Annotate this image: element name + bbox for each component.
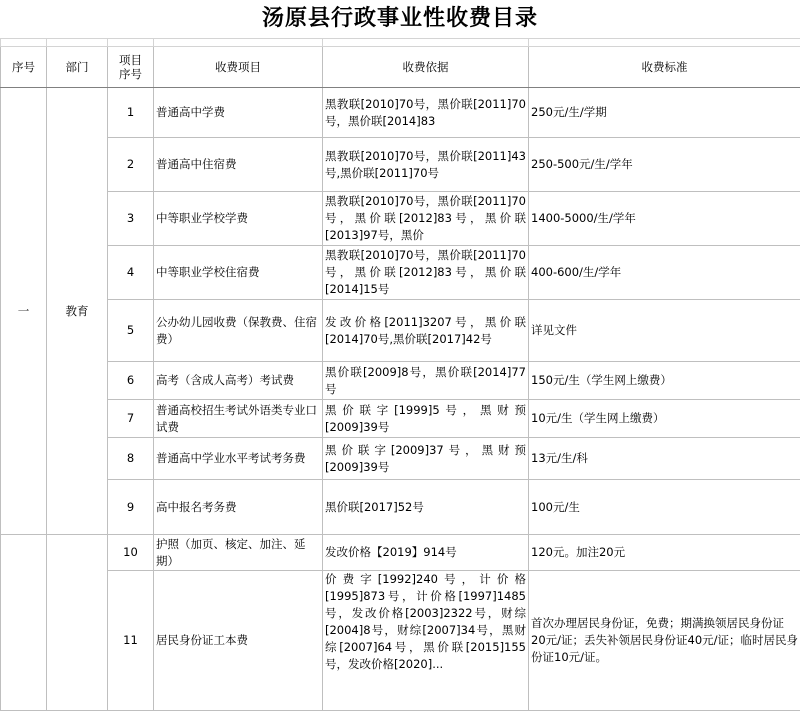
row-standard: 13元/生/科 — [529, 438, 800, 480]
table-row — [1, 192, 800, 246]
row-basis — [323, 138, 529, 192]
row-standard: 100元/生 — [529, 480, 800, 535]
table-row — [1, 535, 800, 571]
row-standard: 首次办理居民身份证，免费；期满换领居民身份证20元/证；丢失补领居民身份证40元/证；临时居民身份证10元/证。 — [529, 571, 800, 711]
row-basis-text: 黑教联[2010]70号，黑价联[2011]70号，黑价联[2012]83号，黑价联[2014]15号 — [325, 248, 526, 296]
table-row — [1, 438, 800, 480]
row-no: 10 — [108, 535, 154, 571]
row-no: 1 — [108, 88, 154, 138]
table-row — [1, 88, 800, 138]
header-basis: 收费依据 — [323, 47, 529, 88]
row-basis — [323, 535, 529, 571]
row-basis-text: 发改价格【2019】914号 — [325, 545, 457, 559]
row-basis — [323, 88, 529, 138]
row-item: 高考（含成人高考）考试费 — [154, 362, 323, 400]
row-basis-text: 发改价格[2011]3207号，黑价联[2014]70号,黑价联[2017]42号 — [325, 314, 526, 346]
row-standard: 1400-5000/生/学年 — [529, 192, 800, 246]
row-item: 中等职业学校住宿费 — [154, 246, 323, 300]
row-standard: 400-600/生/学年 — [529, 246, 800, 300]
row-basis-text: 黑价联[2017]52号 — [325, 499, 424, 514]
header-item-seq-line2: 序号 — [119, 67, 142, 81]
row-basis-text: 黑价联字[1999]5号，黑财预[2009]39号 — [325, 402, 526, 434]
row-no: 9 — [108, 480, 154, 535]
row-basis-text: 黑价联[2009]8号，黑价联[2014]77号 — [325, 364, 526, 396]
table-row — [1, 480, 800, 535]
table-row — [1, 138, 800, 192]
row-no: 5 — [108, 300, 154, 362]
row-item: 普通高校招生考试外语类专业口试费 — [154, 400, 323, 438]
spacer-row — [1, 39, 800, 47]
header-row — [1, 47, 800, 88]
row-item: 公办幼儿园收费（保教费、住宿费） — [154, 300, 323, 362]
row-no: 7 — [108, 400, 154, 438]
row-standard: 150元/生（学生网上缴费） — [529, 362, 800, 400]
header-dept: 部门 — [47, 47, 108, 88]
row-no: 2 — [108, 138, 154, 192]
table-row — [1, 300, 800, 362]
table-row — [1, 362, 800, 400]
row-standard: 10元/生（学生网上缴费） — [529, 400, 800, 438]
header-item: 收费项目 — [154, 47, 323, 88]
group2-dept — [47, 535, 108, 711]
row-basis-text: 黑教联[2010]70号，黑价联[2011]70号，黑价联[2012]83号，黑价联[2013]97号，黑价 — [325, 194, 526, 242]
row-item: 高中报名考务费 — [154, 480, 323, 535]
row-item: 居民身份证工本费 — [154, 571, 323, 711]
page-title: 汤原县行政事业性收费目录 — [261, 5, 538, 31]
row-basis — [323, 300, 529, 362]
row-standard: 详见文件 — [529, 300, 800, 362]
header-item-seq-line1: 项目 — [119, 53, 142, 67]
group2-seq — [1, 535, 47, 711]
row-standard: 120元。加注20元 — [529, 535, 800, 571]
row-no: 3 — [108, 192, 154, 246]
row-no: 4 — [108, 246, 154, 300]
row-basis-text: 黑教联[2010]70号，黑价联[2011]43号,黑价联[2011]70号 — [325, 148, 526, 180]
row-basis-text: 黑价联字[2009]37号，黑财预[2009]39号 — [325, 442, 526, 474]
row-item: 普通高中学费 — [154, 88, 323, 138]
group-dept: 教育 — [47, 88, 108, 535]
row-item: 护照（加页、核定、加注、延期） — [154, 535, 323, 571]
header-seq: 序号 — [1, 47, 47, 88]
row-basis-text: 价费字[1992]240号，计价格[1995]873号，计价格[1997]1485号，发改价格[2003]2322号，财综[2004]8号，财综[2007]34号，黑财综[2007]64号，黑价联[2015]155号，发改价格[2020]... — [325, 572, 526, 671]
row-basis — [323, 246, 529, 300]
row-basis — [323, 438, 529, 480]
row-basis — [323, 400, 529, 438]
row-basis-text: 黑教联[2010]70号，黑价联[2011]70号，黑价联[2014]83 — [325, 96, 526, 128]
row-no: 11 — [108, 571, 154, 711]
row-basis — [323, 192, 529, 246]
row-item: 普通高中住宿费 — [154, 138, 323, 192]
table-row — [1, 400, 800, 438]
row-no: 6 — [108, 362, 154, 400]
table-row — [1, 571, 800, 711]
row-no: 8 — [108, 438, 154, 480]
header-standard: 收费标准 — [529, 47, 800, 88]
fee-table — [0, 38, 800, 711]
row-standard: 250-500元/生/学年 — [529, 138, 800, 192]
row-basis — [323, 571, 529, 711]
row-basis — [323, 362, 529, 400]
row-item: 普通高中学业水平考试考务费 — [154, 438, 323, 480]
row-item: 中等职业学校学费 — [154, 192, 323, 246]
group-seq: 一 — [1, 88, 47, 535]
row-basis — [323, 480, 529, 535]
header-item-seq — [108, 47, 154, 88]
row-standard: 250元/生/学期 — [529, 88, 800, 138]
table-row — [1, 246, 800, 300]
